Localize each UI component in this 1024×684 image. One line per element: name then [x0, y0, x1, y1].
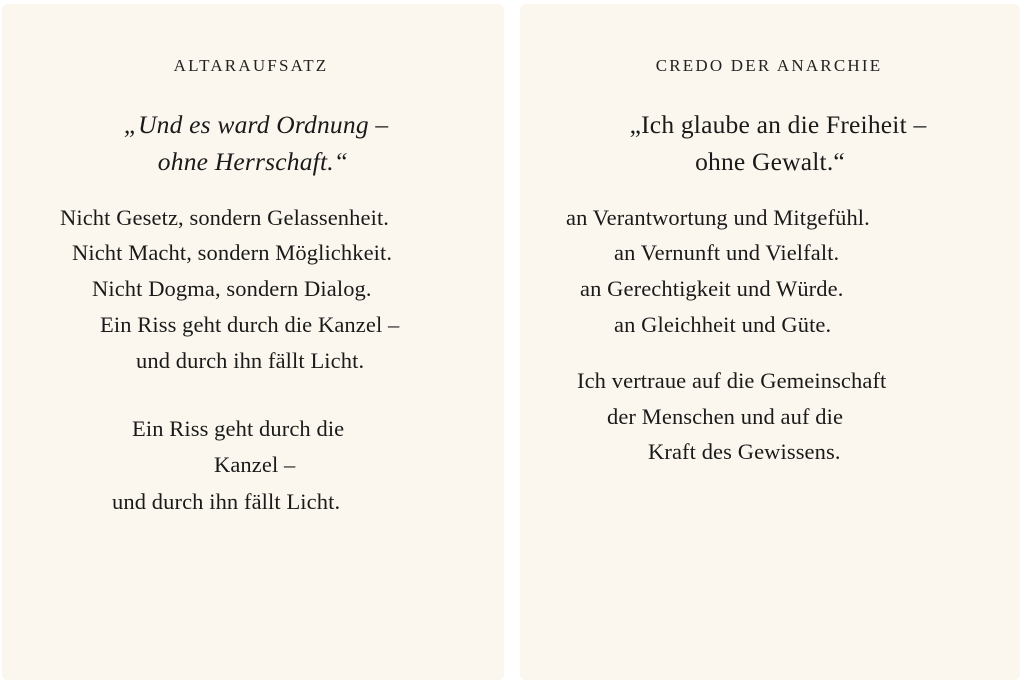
left-quote-line: ohne Herrschaft.“ — [157, 147, 349, 176]
right-body-line: an Gerechtigkeit und Würde. — [580, 276, 844, 301]
left-body-line: und durch ihn fällt Licht. — [136, 348, 365, 373]
right-page — [520, 4, 1020, 680]
right-quote-line: ohne Gewalt.“ — [695, 147, 845, 176]
left-heading: ALTARAUFSATZ — [173, 56, 329, 75]
right-body-line: an Vernunft und Vielfalt. — [614, 240, 840, 265]
right-body-line: an Verantwortung und Mitgefühl. — [566, 205, 870, 230]
left-page — [2, 4, 504, 680]
left-quote — [2, 106, 504, 180]
left-coda-line: und durch ihn fällt Licht. — [112, 489, 341, 514]
left-coda-line: Kanzel – — [214, 452, 296, 477]
right-body-line: an Gleichheit und Güte. — [614, 312, 832, 337]
right-quote — [520, 106, 1020, 180]
right-quote-line: „Ich glaube an die Freiheit – — [629, 110, 927, 139]
left-body-line: Ein Riss geht durch die Kanzel – — [100, 312, 400, 337]
right-coda-line: Kraft des Gewissens. — [648, 439, 841, 464]
left-coda-line: Ein Riss geht durch die — [132, 416, 345, 441]
left-body-line: Nicht Gesetz, sondern Gelassenheit. — [60, 205, 390, 230]
left-quote-line: „Und es ward Ordnung – — [123, 110, 389, 139]
left-body-line: Nicht Dogma, sondern Dialog. — [92, 276, 372, 301]
right-coda-line: Ich vertraue auf die Gemeinschaft — [577, 368, 887, 393]
left-body-line: Nicht Macht, sondern Möglichkeit. — [72, 240, 393, 265]
right-coda-line: der Menschen und auf die — [607, 404, 844, 429]
right-heading: CREDO DER ANARCHIE — [655, 56, 883, 75]
